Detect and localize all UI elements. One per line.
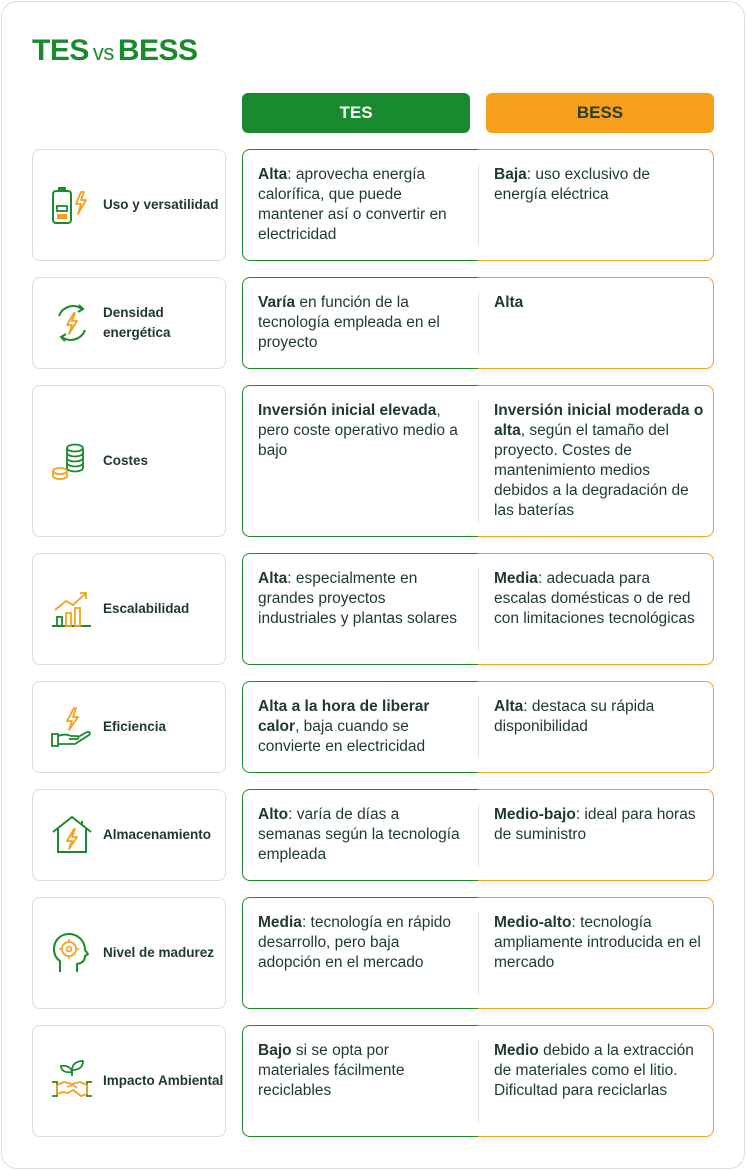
growth-chart-icon bbox=[49, 586, 95, 632]
tes-cell: Alta: especialmente en grandes proyectos industriales y plantas solares bbox=[258, 570, 458, 627]
comparison-row bbox=[242, 897, 714, 1009]
tes-cell: Inversión inicial elevada, pero coste operativo medio a bajo bbox=[258, 402, 458, 459]
comparison-row bbox=[242, 1025, 714, 1137]
bess-cell: Alta: destaca su rápida disponibilidad bbox=[494, 698, 655, 735]
row-label-uso bbox=[32, 149, 226, 261]
row-label-costes bbox=[32, 385, 226, 537]
coins-icon bbox=[49, 438, 95, 484]
bess-cell: Medio-bajo: ideal para horas de suministro bbox=[494, 806, 696, 843]
row-label-text: Costes bbox=[103, 453, 149, 468]
bess-cell: Media: adecuada para escalas domésticas o de red con limitaciones tecnológicas bbox=[494, 570, 695, 627]
row-label-almacenamiento bbox=[32, 789, 226, 881]
comparison-row bbox=[242, 277, 714, 369]
row-label-text: Eficiencia bbox=[103, 719, 167, 734]
column-header-tes: TES bbox=[242, 93, 470, 133]
comparison-row bbox=[242, 681, 714, 773]
row-label-madurez bbox=[32, 897, 226, 1009]
battery-bolt-icon bbox=[49, 182, 95, 228]
row-label-text: Uso y versatilidad bbox=[103, 197, 219, 212]
row-label-densidad bbox=[32, 277, 226, 369]
row-label-text: Almacenamiento bbox=[103, 827, 212, 842]
head-target-icon bbox=[49, 930, 95, 976]
bess-cell: Alta bbox=[494, 294, 524, 311]
row-label-text: Densidad energética bbox=[103, 305, 171, 340]
tes-cell: Alta a la hora de liberar calor, baja cuando se convierte en electricidad bbox=[258, 698, 430, 755]
row-label-eficiencia bbox=[32, 681, 226, 773]
comparison-row bbox=[242, 385, 714, 537]
comparison-row bbox=[242, 149, 714, 261]
comparison-row bbox=[242, 789, 714, 881]
column-header-bess: BESS bbox=[486, 93, 714, 133]
bess-cell: Baja: uso exclusivo de energía eléctrica bbox=[494, 166, 650, 203]
tes-cell: Bajo si se opta por materiales fácilmente reciclables bbox=[258, 1042, 405, 1099]
row-label-escalabilidad bbox=[32, 553, 226, 665]
tes-cell: Varía en función de la tecnología empleada en el proyecto bbox=[258, 294, 440, 351]
bess-cell: Inversión inicial moderada o alta, según el tamaño del proyecto. Costes de mantenimiento medios debidos a la degradación de las baterías bbox=[494, 402, 704, 519]
handshake-leaf-icon bbox=[49, 1058, 95, 1104]
row-label-text: Impacto Ambiental bbox=[103, 1073, 224, 1088]
bess-cell: Medio-alto: tecnología ampliamente introducida en el mercado bbox=[494, 914, 701, 971]
comparison-row bbox=[242, 553, 714, 665]
bess-cell: Medio debido a la extracción de materiales como el litio. Dificultad para reciclarlas bbox=[494, 1042, 694, 1099]
hand-bolt-icon bbox=[49, 704, 95, 750]
tes-cell: Alta: aprovecha energía calorífica, que puede mantener así o convertir en electricidad bbox=[258, 166, 447, 243]
page-title: TES vs BESS bbox=[32, 34, 198, 67]
row-label-impacto bbox=[32, 1025, 226, 1137]
tes-cell: Media: tecnología en rápido desarrollo, pero baja adopción en el mercado bbox=[258, 914, 452, 971]
house-bolt-icon bbox=[49, 812, 95, 858]
row-label-text: Nivel de madurez bbox=[103, 945, 215, 960]
row-label-text: Escalabilidad bbox=[103, 601, 190, 616]
cycle-bolt-icon bbox=[49, 300, 95, 346]
tes-cell: Alto: varía de días a semanas según la tecnología empleada bbox=[258, 806, 460, 863]
